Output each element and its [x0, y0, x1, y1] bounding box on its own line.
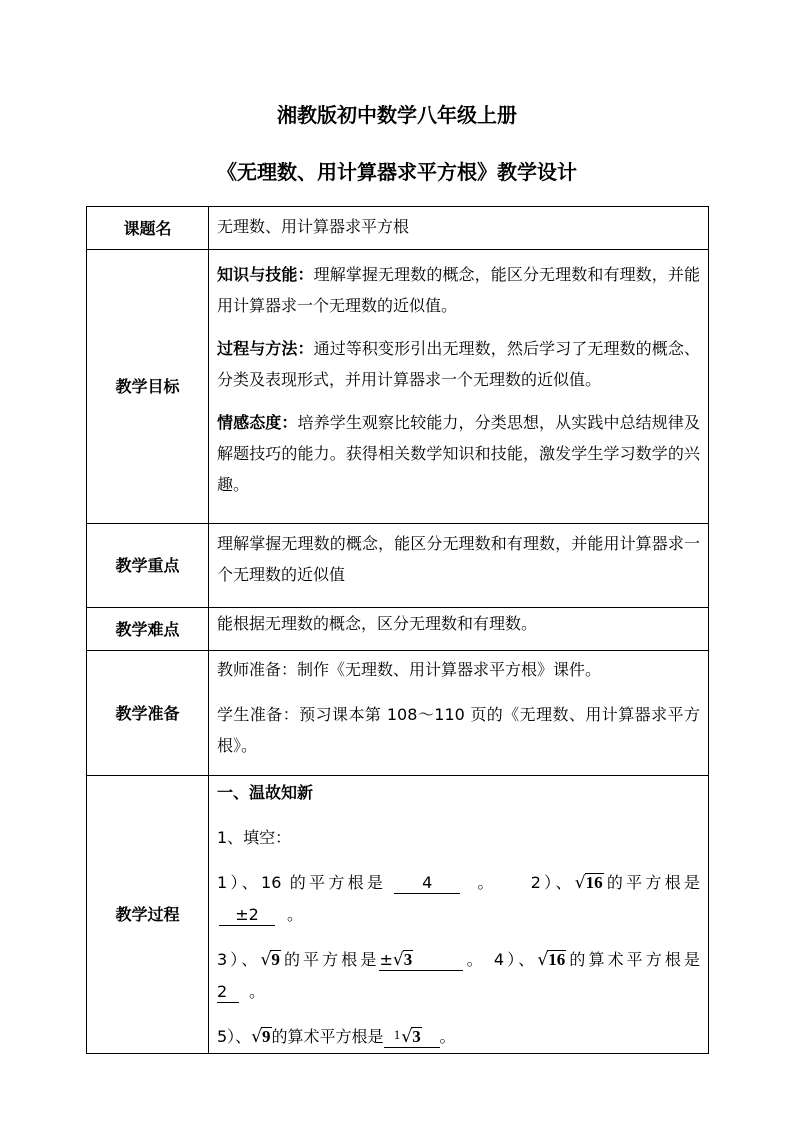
teacher-preparation: 教师准备：制作《无理数、用计算器求平方根》课件。 [217, 660, 602, 679]
topic-label: 课题名 [87, 207, 209, 250]
objective-item-label: 情感态度： [217, 413, 298, 432]
question-1 [217, 873, 497, 892]
question-line-1-2 [217, 867, 700, 930]
row-topic [87, 207, 709, 250]
question-number: 4）、 [493, 950, 538, 969]
process-label: 教学过程 [87, 776, 209, 1054]
objective-item-text: 通过等积变形引出无理数，然后学习了无理数的概念、分类及表现形式，并用计算器求一个无理数的近似值。 [217, 339, 700, 389]
question-text: 的算术平方根是 [566, 950, 700, 969]
question-number: 3）、 [217, 950, 261, 969]
question-text: 16 的平方根是 [261, 873, 387, 892]
process-heading: 一、温故知新 [217, 783, 314, 802]
radical-sign: √ [574, 873, 586, 893]
question-number: 2）、 [530, 873, 575, 892]
sqrt-expression [261, 950, 281, 969]
row-key-points [87, 524, 709, 608]
question-end: 。 [463, 950, 486, 969]
question-3 [217, 950, 486, 969]
student-preparation: 学生准备：预习课本第 108～110 页的《无理数、用计算器求平方根》。 [217, 705, 700, 755]
answer-blank: 4 [394, 873, 460, 894]
document-title: 湘教版初中数学八年级上册 [277, 103, 517, 127]
question-number: 5）、 [217, 1027, 252, 1046]
question-end: 。 [249, 982, 266, 1001]
objectives-label: 教学目标 [87, 250, 209, 524]
sqrt-expression [537, 950, 566, 969]
row-process [87, 776, 709, 1054]
process-content [209, 776, 709, 1054]
objective-item-label: 过程与方法： [217, 339, 314, 358]
page-number: 1 [393, 1027, 401, 1042]
question-end: 。 [287, 905, 304, 924]
row-preparation [87, 651, 709, 776]
question-text: 的算术平方根是 [271, 1027, 384, 1046]
objective-item [217, 259, 700, 321]
preparation-content [209, 651, 709, 776]
radicand: 16 [585, 873, 603, 892]
question-end: 。 [474, 873, 497, 892]
question-4-answer-line [217, 976, 700, 1007]
radical-sign: √ [260, 950, 272, 970]
answer-blank: ±2 [219, 905, 275, 926]
difficulties-label: 教学难点 [87, 608, 209, 651]
document-subtitle: 《无理数、用计算器求平方根》教学设计 [217, 160, 577, 184]
radical-sign: √ [401, 1027, 413, 1047]
radicand: 16 [548, 950, 566, 969]
radicand: 3 [412, 1027, 421, 1046]
question-text: 的平方根是 [603, 873, 700, 892]
answer-blank [379, 950, 463, 971]
question-end: 。 [439, 1027, 456, 1046]
row-difficulties [87, 608, 709, 651]
objective-item-text: 培养学生观察比较能力，分类思想，从实践中总结规律及解题技巧的能力。获得相关数学知识和技能，激发学生学习数学的兴趣。 [217, 413, 700, 494]
question-text: 的平方根是 [280, 950, 380, 969]
sqrt-expression [575, 873, 604, 892]
question-line-3-4 [217, 944, 700, 976]
key-points-label: 教学重点 [87, 524, 209, 608]
objective-item [217, 333, 700, 395]
objective-item-text: 理解掌握无理数的概念，能区分无理数和有理数，并能用计算器求一个无理数的近似值。 [217, 265, 700, 315]
topic-value: 无理数、用计算器求平方根 [209, 207, 709, 250]
key-points-text: 理解掌握无理数的概念，能区分无理数和有理数，并能用计算器求一个无理数的近似值 [209, 524, 709, 608]
radicand: 9 [271, 950, 280, 969]
objectives-content [209, 250, 709, 524]
preparation-label: 教学准备 [87, 651, 209, 776]
radicand: 9 [262, 1027, 271, 1046]
question-4 [494, 950, 700, 969]
sqrt-expression [393, 950, 413, 969]
radicand: 3 [403, 950, 413, 969]
objective-item [217, 407, 700, 500]
process-instruction: 1、填空： [217, 828, 292, 847]
lesson-plan-table [86, 206, 709, 1054]
question-number: 1）、 [217, 873, 262, 892]
answer-blank: 2 [217, 982, 239, 1003]
radical-sign: √ [392, 950, 404, 970]
radical-sign: √ [537, 950, 549, 970]
answer-sign: ± [379, 950, 393, 969]
difficulties-text: 能根据无理数的概念，区分无理数和有理数。 [209, 608, 709, 651]
row-objectives [87, 250, 709, 524]
objective-item-label: 知识与技能： [217, 265, 314, 284]
radical-sign: √ [251, 1027, 263, 1047]
